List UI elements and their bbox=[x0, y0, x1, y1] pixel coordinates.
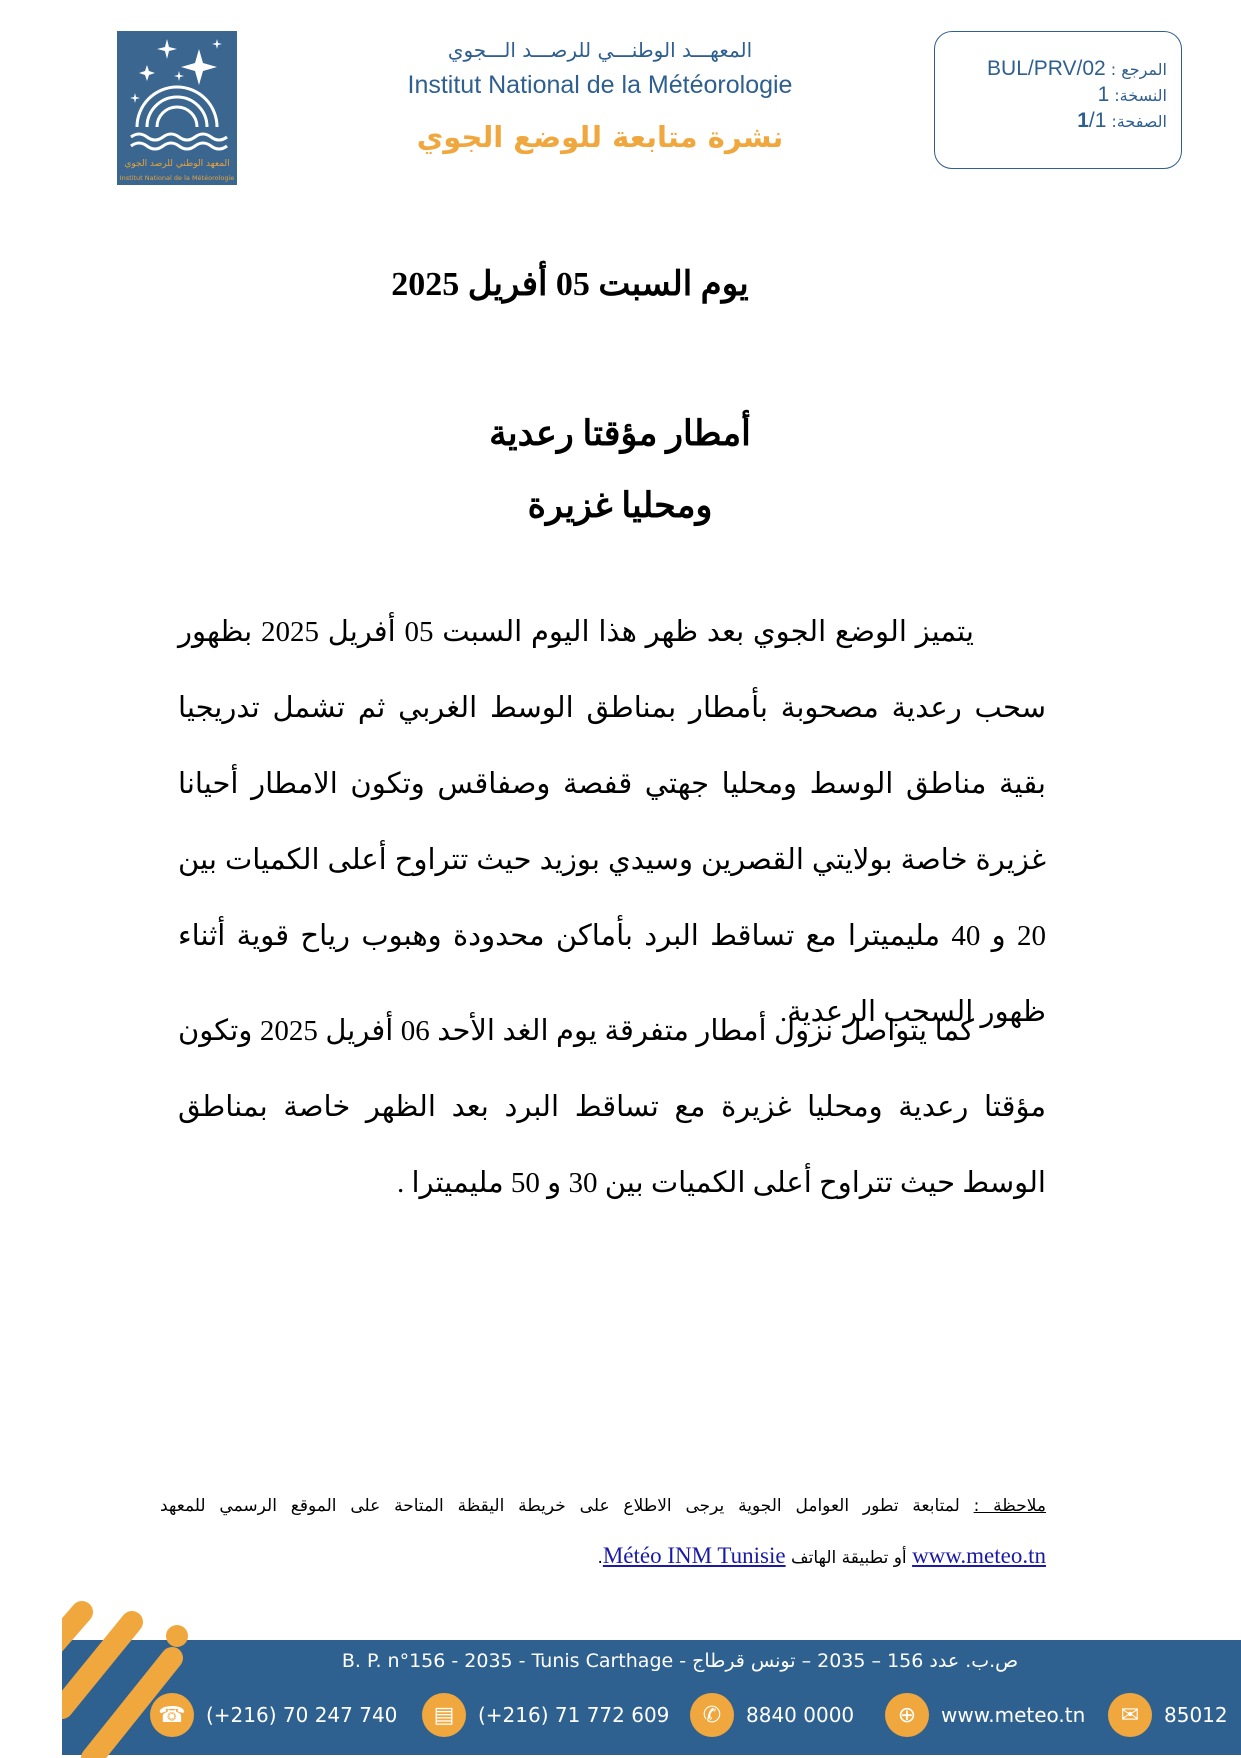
paragraph-2-text: كما يتواصل نزول أمطار متفرقة يوم الغد الأحد 06 أفريل 2025 وتكون مؤقتا رعدية ومحليا غزيرة مع تساقط البرد بعد الظهر خاصة بمناطق الوسط حيث تتراوح أعلى الكميات بين 30 و 50 مليميترا . bbox=[178, 1015, 1046, 1199]
note bbox=[160, 1482, 1046, 1583]
note-text: لمتابعة تطور العوامل الجوية يرجى الاطلاع على خريطة اليقظة المتاحة على الموقع الرسمي للمعهد bbox=[160, 1496, 960, 1516]
headline bbox=[300, 398, 940, 542]
contact-sms-value: 85012 bbox=[1164, 1703, 1228, 1727]
headline-line-2: ومحليا غزيرة bbox=[527, 486, 713, 525]
version-value: 1 bbox=[1097, 83, 1110, 106]
page-line bbox=[945, 108, 1167, 134]
note-or-text: أو تطبيقة الهاتف bbox=[791, 1548, 907, 1568]
contact-fax-value: (+216) 71 772 609 bbox=[478, 1703, 670, 1727]
footer-contacts bbox=[150, 1690, 1241, 1740]
bulletin-date: يوم السبت 05 أفريل 2025 bbox=[391, 266, 749, 303]
note-label: ملاحظة : bbox=[973, 1496, 1046, 1516]
mobile-sms-icon: ✉ bbox=[1108, 1693, 1152, 1737]
contact-call-center-value: 8840 0000 bbox=[746, 1703, 855, 1727]
logo-french-text: Institut National de la Météorologie bbox=[119, 174, 235, 182]
call-bubble-icon: ✆ bbox=[690, 1693, 734, 1737]
page-current: 1 bbox=[1077, 109, 1089, 132]
contact-website-value: www.meteo.tn bbox=[941, 1703, 1086, 1727]
contact-phone-value: (+216) 70 247 740 bbox=[206, 1703, 398, 1727]
paragraph-1 bbox=[178, 594, 1046, 1050]
headline-line-1: أمطار مؤقتا رعدية bbox=[489, 414, 751, 453]
website-link[interactable]: www.meteo.tn bbox=[912, 1543, 1046, 1568]
institute-name-arabic: المعهـــد الوطنـــي للرصـــد الـــجوي bbox=[447, 38, 753, 62]
contact-fax[interactable] bbox=[422, 1690, 669, 1740]
version-line bbox=[945, 82, 1167, 108]
note-end: . bbox=[597, 1548, 603, 1568]
logo-arabic-text: المعهد الوطني للرصد الجوي bbox=[124, 159, 230, 169]
paragraph-1-text: يتميز الوضع الجوي بعد ظهر هذا اليوم السبت 05 أفريل 2025 بظهور سحب رعدية مصحوبة بأمطار بمناطق الوسط الغربي ثم تشمل تدريجيا بقية مناطق الوسط ومحليا جهتي قفصة وصفاقس وتكون الامطار أحيانا غزيرة خاصة بولايتي القصرين وسيدي بوزيد حيث تتراوح أعلى الكميات بين 20 و 40 مليميترا مع تساقط البرد بأماكن محدودة وهبوب رياح قوية أثناء ظهور السحب الرعدية. bbox=[178, 616, 1046, 1028]
reference-line bbox=[945, 56, 1167, 82]
reference-label: المرجع : bbox=[1110, 60, 1167, 79]
bulletin-title: نشرة متابعة للوضع الجوي bbox=[416, 120, 784, 154]
contact-call-center[interactable] bbox=[690, 1690, 854, 1740]
page-label: الصفحة: bbox=[1111, 112, 1167, 131]
page-value bbox=[1077, 109, 1106, 132]
logo-emblem-icon bbox=[117, 31, 237, 155]
contact-sms[interactable] bbox=[1108, 1690, 1228, 1740]
version-label: النسخة: bbox=[1114, 86, 1167, 105]
reference-value: BUL/PRV/02 bbox=[987, 57, 1106, 80]
app-link[interactable]: Météo INM Tunisie bbox=[602, 1543, 786, 1568]
paragraph-2 bbox=[178, 993, 1046, 1221]
footer-address: B. P. n°156 - 2035 - Tunis Carthage - ص.ب. عدد 156 – 2035 – تونس قرطاج bbox=[341, 1650, 1019, 1672]
page-total: /1 bbox=[1088, 109, 1107, 132]
globe-icon: ⊕ bbox=[885, 1693, 929, 1737]
contact-website[interactable] bbox=[885, 1690, 1085, 1740]
institute-name-french: Institut National de la Météorologie bbox=[407, 71, 793, 99]
inm-logo bbox=[117, 31, 237, 185]
reference-box bbox=[934, 31, 1182, 169]
fax-icon: ▤ bbox=[422, 1693, 466, 1737]
contact-phone[interactable] bbox=[150, 1690, 397, 1740]
phone-icon: ☎ bbox=[150, 1693, 194, 1737]
